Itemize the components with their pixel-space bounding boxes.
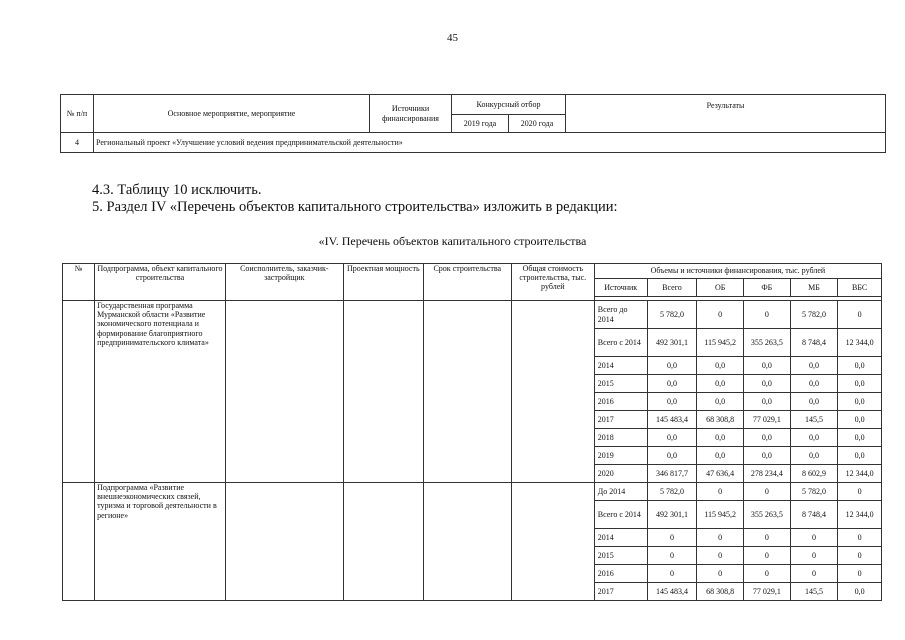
total-cell: 346 817,7 [647, 465, 697, 483]
program-term-cell [423, 301, 511, 483]
source-cell: 2017 [594, 583, 647, 601]
page-number: 45 [447, 32, 458, 44]
ob-cell: 68 308,8 [697, 583, 744, 601]
subprogram-cost-cell [511, 483, 594, 601]
t1-header-num: № п/п [61, 95, 94, 133]
vbs-cell: 0,0 [838, 411, 882, 429]
t1-header-results: Результаты [566, 95, 886, 133]
source-cell: 2016 [594, 393, 647, 411]
ob-cell: 0 [697, 529, 744, 547]
total-cell: 145 483,4 [647, 411, 697, 429]
t2-header-total: Всего [647, 279, 697, 297]
fb-cell: 355 263,5 [744, 501, 791, 529]
vbs-cell: 12 344,0 [838, 465, 882, 483]
total-cell: 0,0 [647, 357, 697, 375]
mb-cell: 8 748,4 [790, 329, 838, 357]
ob-cell: 0 [697, 301, 744, 329]
ob-cell: 68 308,8 [697, 411, 744, 429]
table-row [63, 483, 882, 501]
ob-cell: 0,0 [697, 357, 744, 375]
total-cell: 5 782,0 [647, 483, 697, 501]
fb-cell: 0,0 [744, 375, 791, 393]
source-cell: 2014 [594, 529, 647, 547]
total-cell: 0 [647, 565, 697, 583]
total-cell: 145 483,4 [647, 583, 697, 601]
vbs-cell: 0,0 [838, 429, 882, 447]
t2-header-source: Источник [594, 279, 647, 297]
vbs-cell: 12 344,0 [838, 501, 882, 529]
source-cell: 2017 [594, 411, 647, 429]
t1-row-num: 4 [61, 133, 94, 153]
t2-header-ob: ОБ [697, 279, 744, 297]
fb-cell: 278 234,4 [744, 465, 791, 483]
section-heading: «IV. Перечень объектов капитального строительства [318, 234, 587, 248]
total-cell: 492 301,1 [647, 501, 697, 529]
fb-cell: 0 [744, 483, 791, 501]
mb-cell: 0,0 [790, 357, 838, 375]
fb-cell: 0 [744, 565, 791, 583]
fb-cell: 77 029,1 [744, 583, 791, 601]
t2-header-capacity: Проектная мощность [343, 264, 423, 301]
t1-header-sources: Источники финансирования [370, 95, 452, 133]
t2-header-mb: МБ [790, 279, 838, 297]
subprogram-num-cell [63, 483, 95, 601]
source-cell: 2015 [594, 375, 647, 393]
ob-cell: 115 945,2 [697, 501, 744, 529]
source-cell: 2019 [594, 447, 647, 465]
ob-cell: 47 636,4 [697, 465, 744, 483]
t2-header-term: Срок строительства [423, 264, 511, 301]
mb-cell: 0,0 [790, 393, 838, 411]
program-capacity-cell [343, 301, 423, 483]
vbs-cell: 0,0 [838, 357, 882, 375]
t2-header-cost: Общая стоимость строительства, тыс. рублей [511, 264, 594, 301]
fb-cell: 0 [744, 529, 791, 547]
source-cell: 2018 [594, 429, 647, 447]
mb-cell: 8 748,4 [790, 501, 838, 529]
mb-cell: 0 [790, 529, 838, 547]
t1-header-2020: 2020 года [509, 115, 566, 133]
total-cell: 492 301,1 [647, 329, 697, 357]
paragraph-5: 5. Раздел IV «Перечень объектов капитального строительства» изложить в редакции: [92, 199, 618, 215]
fb-cell: 0,0 [744, 447, 791, 465]
vbs-cell: 0 [838, 565, 882, 583]
mb-cell: 0 [790, 547, 838, 565]
vbs-cell: 0 [838, 483, 882, 501]
fb-cell: 355 263,5 [744, 329, 791, 357]
source-cell: 2016 [594, 565, 647, 583]
source-cell: Всего с 2014 [594, 329, 647, 357]
ob-cell: 0,0 [697, 375, 744, 393]
ob-cell: 0 [697, 565, 744, 583]
t1-header-competition: Конкурсный отбор [452, 95, 566, 115]
program-cost-cell [511, 301, 594, 483]
subprogram-capacity-cell [343, 483, 423, 601]
mb-cell: 0,0 [790, 375, 838, 393]
capital-construction-table [62, 263, 882, 601]
subprogram-executor-cell [225, 483, 343, 601]
program-num-cell [63, 301, 95, 483]
fb-cell: 0 [744, 301, 791, 329]
fb-cell: 0 [744, 547, 791, 565]
vbs-cell: 0 [838, 547, 882, 565]
t2-header-executor: Соисполнитель, заказчик-застройщик [225, 264, 343, 301]
total-cell: 0 [647, 547, 697, 565]
fb-cell: 0,0 [744, 393, 791, 411]
mb-cell: 0 [790, 565, 838, 583]
vbs-cell: 0,0 [838, 447, 882, 465]
total-cell: 0,0 [647, 429, 697, 447]
total-cell: 0,0 [647, 393, 697, 411]
paragraph-4-3: 4.3. Таблицу 10 исключить. [92, 182, 262, 198]
t1-row-text: Региональный проект «Улучшение условий ведения предпринимательской деятельности» [94, 133, 886, 153]
vbs-cell: 0,0 [838, 393, 882, 411]
mb-cell: 8 602,9 [790, 465, 838, 483]
mb-cell: 5 782,0 [790, 483, 838, 501]
total-cell: 5 782,0 [647, 301, 697, 329]
t2-header-vbs: ВБС [838, 279, 882, 297]
fb-cell: 77 029,1 [744, 411, 791, 429]
vbs-cell: 0 [838, 301, 882, 329]
ob-cell: 0 [697, 483, 744, 501]
mb-cell: 0,0 [790, 429, 838, 447]
vbs-cell: 0,0 [838, 375, 882, 393]
ob-cell: 0 [697, 547, 744, 565]
table-row [63, 301, 882, 329]
t2-header-object: Подпрограмма, объект капитального строительства [95, 264, 226, 301]
t1-header-main: Основное мероприятие, мероприятие [94, 95, 370, 133]
mb-cell: 0,0 [790, 447, 838, 465]
t2-header-fb: ФБ [744, 279, 791, 297]
mb-cell: 145,5 [790, 411, 838, 429]
subprogram-description: Подпрограмма «Развитие внешнеэкономических связей, туризма и торговой деятельности в регионе» [95, 483, 226, 601]
program-executor-cell [225, 301, 343, 483]
fb-cell: 0,0 [744, 429, 791, 447]
vbs-cell: 0 [838, 529, 882, 547]
source-cell: Всего до 2014 [594, 301, 647, 329]
total-cell: 0,0 [647, 447, 697, 465]
mb-cell: 145,5 [790, 583, 838, 601]
t2-header-num: № [63, 264, 95, 301]
source-cell: 2020 [594, 465, 647, 483]
subprogram-term-cell [423, 483, 511, 601]
t1-header-2019: 2019 года [452, 115, 509, 133]
ob-cell: 0,0 [697, 447, 744, 465]
fb-cell: 0,0 [744, 357, 791, 375]
source-cell: 2015 [594, 547, 647, 565]
total-cell: 0,0 [647, 375, 697, 393]
ob-cell: 0,0 [697, 393, 744, 411]
source-cell: 2014 [594, 357, 647, 375]
total-cell: 0 [647, 529, 697, 547]
program-description: Государственная программа Мурманской области «Развитие экономического потенциала и формирование благоприятного предпринимательского климата» [95, 301, 226, 483]
source-cell: Всего с 2014 [594, 501, 647, 529]
mb-cell: 5 782,0 [790, 301, 838, 329]
vbs-cell: 0,0 [838, 583, 882, 601]
vbs-cell: 12 344,0 [838, 329, 882, 357]
ob-cell: 0,0 [697, 429, 744, 447]
t2-header-funding: Объемы и источники финансирования, тыс. рублей [594, 264, 881, 279]
competition-table [60, 94, 886, 153]
ob-cell: 115 945,2 [697, 329, 744, 357]
source-cell: До 2014 [594, 483, 647, 501]
